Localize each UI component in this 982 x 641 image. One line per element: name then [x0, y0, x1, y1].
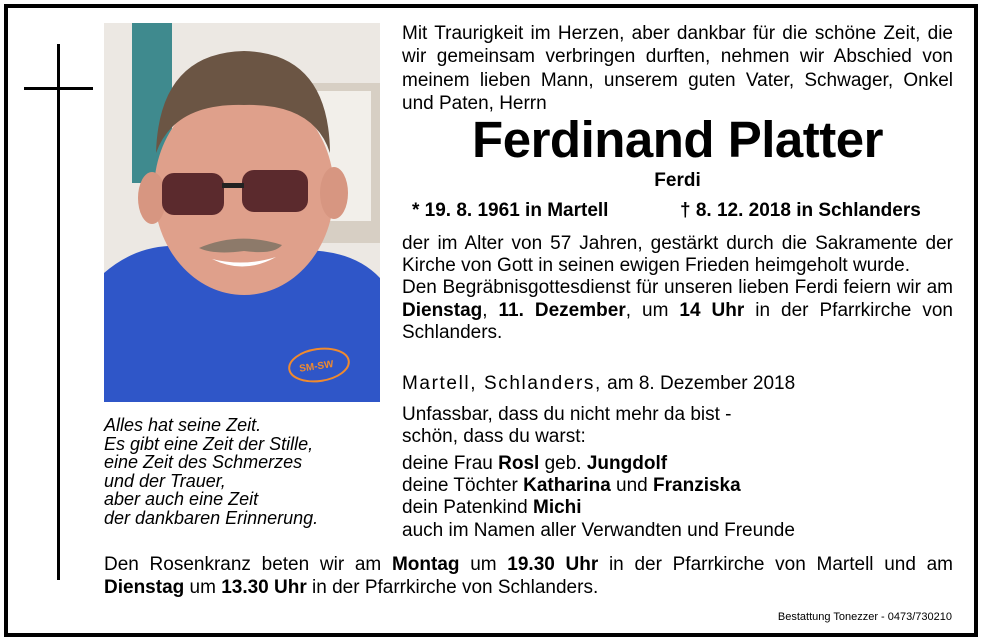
shirt-logo-text: SM-SW	[298, 359, 335, 375]
mourners-list	[402, 453, 795, 542]
poem	[104, 416, 384, 528]
mourner-line: deine Töchter Katharina und Franziska	[402, 475, 741, 497]
poem-line: Es gibt eine Zeit der Stille,	[104, 433, 314, 454]
mourner-line: deine Frau Rosl geb. Jungdolf	[402, 453, 668, 474]
cross-icon	[57, 44, 60, 580]
mourner-line: dein Patenkind Michi	[402, 497, 582, 519]
poem-line: und der Trauer,	[104, 470, 226, 491]
mourner-line: auch im Namen aller Verwandten und Freunde	[402, 519, 795, 541]
birth-date: * 19. 8. 1961 in Martell	[412, 200, 609, 221]
place-date: Martell, Schlanders, am 8. Dezember 2018	[402, 373, 796, 394]
poem-line: eine Zeit des Schmerzes	[104, 452, 303, 473]
cross-icon-bar	[24, 87, 93, 90]
poem-line: aber auch eine Zeit	[104, 489, 259, 510]
funeral-home-credit: Bestattung Tonezzer - 0473/730210	[777, 611, 952, 623]
unfassbar-text: Unfassbar, dass du nicht mehr da bist - schön, dass du warst:	[402, 404, 732, 448]
portrait-photo	[104, 23, 380, 402]
rosary-notice: Den Rosenkranz beten wir am Montag um 19.30 Uhr in der Pfarrkirche von Martell und am Dienstag um 13.30 Uhr in der Pfarrkirche von Schlanders.	[104, 554, 954, 598]
poem-line: der dankbaren Erinnerung.	[104, 507, 319, 528]
body-paragraph: der im Alter von 57 Jahren, gestärkt durch die Sakramente der Kirche von Gott in seinen ewigen Frieden heimgeholt wurde.	[402, 233, 953, 277]
funeral-paragraph: Den Begräbnisgottesdienst für unseren lieben Ferdi feiern wir am Dienstag, 11. Dezember, um 14 Uhr in der Pfarrkirche von Schlanders.	[402, 277, 953, 343]
intro-text: Mit Traurigkeit im Herzen, aber dankbar für die schöne Zeit, die wir gemeinsam verbringen durften, nehmen wir Abschied von meinem lieben Mann, unserem guten Vater, Schwager, Onkel und Paten, Herrn	[402, 23, 953, 115]
nickname: Ferdi	[654, 170, 701, 191]
poem-line: Alles hat seine Zeit.	[104, 415, 262, 435]
death-date: † 8. 12. 2018 in Schlanders	[680, 200, 921, 221]
deceased-name: Ferdinand Platter	[472, 111, 883, 168]
notice-body	[402, 233, 953, 344]
